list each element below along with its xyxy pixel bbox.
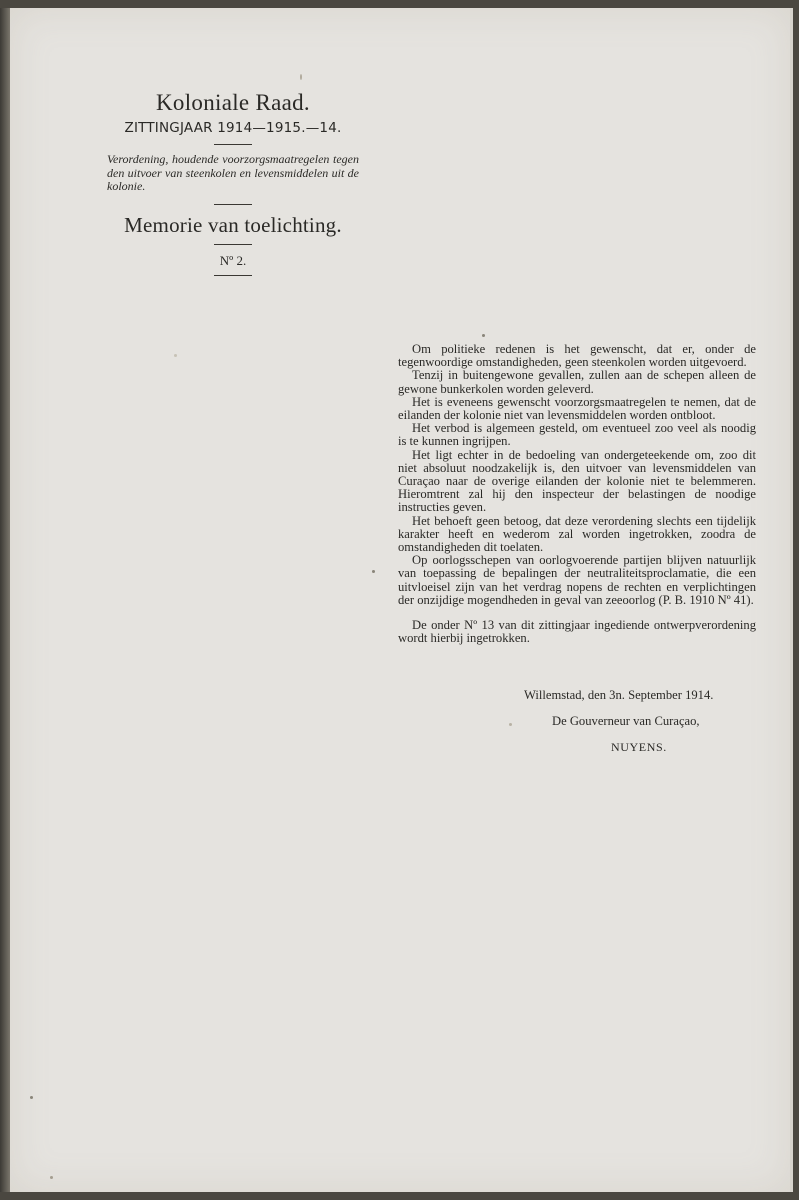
- paragraph: Op oorlogsschepen van oorlogvoerende partijen blijven natuurlijk van toepassing de bepalingen der neutraliteitsproclamatie, die een uitvloeisel zijn van het verdrag nopens de rechten en verplichtingen der onzijdige mogendheden in geval van zeeoorlog (P. B. 1910 Nº 41).: [398, 553, 756, 607]
- council-title: Koloniale Raad.: [156, 90, 310, 115]
- paragraph: Het verbod is algemeen gesteld, om eventueel zoo veel als noodig is te kunnen ingrijpen.: [398, 421, 756, 449]
- document-type-heading: Memorie van toelichting.: [124, 212, 342, 237]
- paper-speck: [372, 570, 375, 573]
- paper-speck: [509, 723, 512, 726]
- paper-speck: [50, 1176, 53, 1179]
- ordinance-subject: Verordening, houdende voorzorgsmaatregelen tegen den uitvoer van steenkolen en levensmiddelen uit de kolonie.: [107, 152, 359, 193]
- paragraph: Het is eveneens gewenscht voorzorgsmaatregelen te nemen, dat de eilanden der kolonie niet van levensmiddelen worden ontbloot.: [398, 394, 756, 423]
- signatory-name: NUYENS.: [611, 740, 667, 754]
- divider: [214, 244, 252, 245]
- paragraph: De onder Nº 13 van dit zittingjaar ingediende ontwerpverordening wordt hierbij ingetrokken.: [398, 618, 756, 646]
- session-year: ZITTINGJAAR 1914—1915.—14.: [124, 120, 342, 136]
- divider: [214, 204, 252, 205]
- divider: [214, 275, 252, 276]
- document-number: Nº 2.: [219, 252, 247, 268]
- explanatory-text: [398, 343, 756, 645]
- paper-speck: [30, 1096, 33, 1099]
- paragraph: Tenzij in buitengewone gevallen, zullen aan de schepen alleen de gewone bunkerkolen worden geleverd.: [398, 368, 756, 396]
- signatory-role: De Gouverneur van Curaçao,: [552, 714, 700, 728]
- divider: [214, 144, 252, 145]
- paper-speck: [174, 354, 177, 357]
- paragraph: Het behoeft geen betoog, dat deze verordening slechts een tijdelijk karakter heeft en wederom zal worden ingetrokken, zoodra de omstandigheden dit toelaten.: [398, 513, 756, 555]
- paragraph: Het ligt echter in de bedoeling van ondergeteekende om, zoo dit niet absoluut noodzakelijk is, den uitvoer van levensmiddelen van Curaçao naar de overige eilanden der kolonie niet te belemmeren. Hieromtrent zal hij den inspecteur der belastingen de noodige instructies geven.: [398, 447, 756, 515]
- paragraph: Om politieke redenen is het gewenscht, dat er, onder de tegenwoordige omstandigheden, geen steenkolen worden uitgevoerd.: [398, 342, 756, 370]
- document-header: [98, 88, 368, 284]
- scan-edge: [0, 8, 10, 1192]
- paper-speck: [482, 334, 485, 337]
- place-and-date: Willemstad, den 3n. September 1914.: [524, 688, 714, 702]
- paper-speck: [300, 74, 302, 80]
